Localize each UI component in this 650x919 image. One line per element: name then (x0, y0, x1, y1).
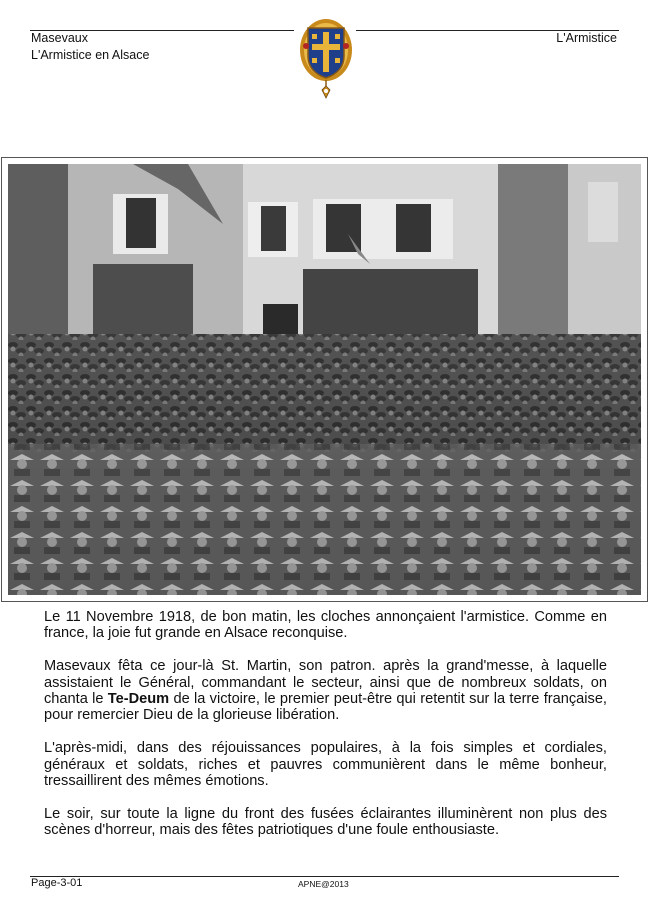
paragraph-2-end: de la victoire, le premier peut-être qui retentit sur la terre française, pour remercier Dieu de la glorieuse libération. (44, 691, 607, 724)
crowd-of-soldiers-in-town-square-photo (8, 164, 641, 595)
paragraph-1: Le 11 Novembre 1918, de bon matin, les cloches annonçaient l'armistice. Comme en france, la joie fut grande en Alsace reconquise. (44, 609, 607, 642)
paragraph-4: Le soir, sur toute la ligne du front des fusées éclairantes illuminèrent non plus des scènes d'horreur, mais des fêtes patriotiques d'une foule enthousiaste. (44, 805, 607, 839)
paragraph-2 (44, 658, 607, 724)
coat-of-arms-emblem (298, 16, 354, 100)
paragraph-3: L'après-midi, dans des réjouissances populaires, à la fois simples et cordiales, généraux et soldats, riches et pauvres communièrent dans le même bonheur, tressaillirent des mêmes émotions. (44, 740, 607, 790)
header-left (31, 30, 149, 64)
header-topic: L'Armistice (556, 31, 617, 45)
paragraph-2-start: Masevaux fêta ce jour-là St. Martin, son patron. après la grand'messe, à laquelle assistaient le Général, commandant le secteur, ainsi que de nombreux soldats, on chanta le (44, 658, 607, 708)
te-deum-bold: Te-Deum (107, 691, 170, 708)
footer-rule (30, 876, 619, 877)
footer-copyright: APNE@2013 (298, 879, 349, 889)
header-subtitle: L'Armistice en Alsace (31, 48, 150, 62)
header-town: Masevaux (31, 31, 88, 45)
footer-page-number: Page-3-01 (31, 877, 83, 889)
photo-frame (1, 157, 648, 602)
body-text (44, 609, 607, 855)
